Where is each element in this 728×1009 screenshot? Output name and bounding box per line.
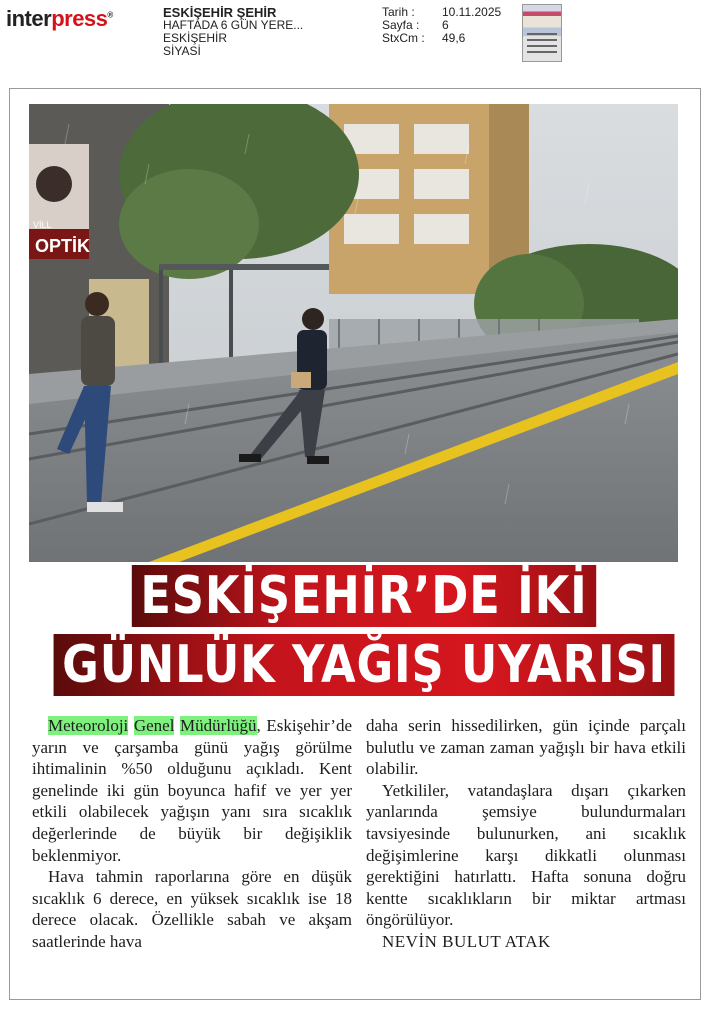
paragraph-1 — [32, 715, 352, 866]
page-label: Sayfa : — [382, 18, 420, 32]
headline-line-1-wrap — [0, 565, 728, 627]
highlighted-term-2: Genel — [133, 716, 175, 735]
interpress-logo — [6, 6, 113, 32]
paragraph-3: Yetkililer, vatandaşlara dışarı çıkarken yanlarında şemsiye bulundurmaları tavsiyesinde bulunurken, ani sıcaklık değişimlerine karşı dikkatli olunması gerektiğini hatırlattı. Hafta sonuna doğru kentte sıcaklıkların bir miktar artması öngörülüyor. — [366, 780, 686, 930]
date-label: Tarih : — [382, 5, 415, 19]
publication-name: ESKİŞEHİR ŞEHİR — [163, 5, 277, 20]
article-subtitle: HAFTADA 6 GÜN YERE... — [163, 18, 304, 32]
article-column-1 — [32, 715, 352, 953]
article-column-2 — [366, 715, 686, 953]
paragraph-2: Hava tahmin raporlarına göre en düşük sıcaklık 6 derece, en yüksek sıcaklık ise 18 derece olacak. Özellikle sabah ve akşam saatlerinde hava — [32, 867, 352, 951]
headline-line-2-wrap — [0, 634, 728, 696]
logo-registered-mark: ® — [107, 10, 113, 20]
section-label: SİYASİ — [163, 44, 201, 58]
logo-text-inter: inter — [6, 6, 52, 31]
city-label: ESKİŞEHİR — [163, 31, 228, 45]
optik-sign-text: OPTİK — [35, 236, 91, 256]
page-value: 6 — [442, 18, 449, 32]
paragraph-1-text: , Eskişehir’de yarın ve çarşamba günü yağış görülme ihtimalinin %50 olduğunu açıkladı. Kent genelinde iki gün boyunca hafif ve yer yer etkili olabilecek yağışın yanı sıra sıcaklık değerlerinde de büyük bir değişiklik beklenmiyor. — [32, 716, 352, 865]
page-thumbnail[interactable] — [522, 4, 562, 62]
stxcm-label: StxCm : — [382, 31, 425, 45]
stxcm-row — [382, 32, 501, 45]
headline-line-2: GÜNLÜK YAĞIŞ UYARISI — [53, 634, 674, 696]
rainy-street-illustration — [29, 104, 678, 562]
highlighted-term-1: Meteoroloji — [48, 716, 129, 735]
paragraph-2-continued: daha serin hissedilirken, gün içinde parçalı bulutlu ve zaman zaman yağışlı bir hava etkili olabilir. — [366, 716, 686, 779]
author-byline: NEVİN BULUT ATAK — [382, 931, 551, 951]
headline-line-1: ESKİŞEHİR’DE İKİ — [132, 565, 596, 627]
news-photo — [29, 104, 678, 562]
sign-small-text: VİLL — [33, 220, 52, 230]
stxcm-value: 49,6 — [442, 31, 466, 45]
date-value: 10.11.2025 — [442, 5, 502, 19]
publication-info — [163, 6, 303, 58]
highlighted-term-3: Müdürlüğü — [180, 716, 257, 735]
clipping-meta — [382, 6, 501, 45]
logo-text-press: press — [51, 6, 108, 31]
